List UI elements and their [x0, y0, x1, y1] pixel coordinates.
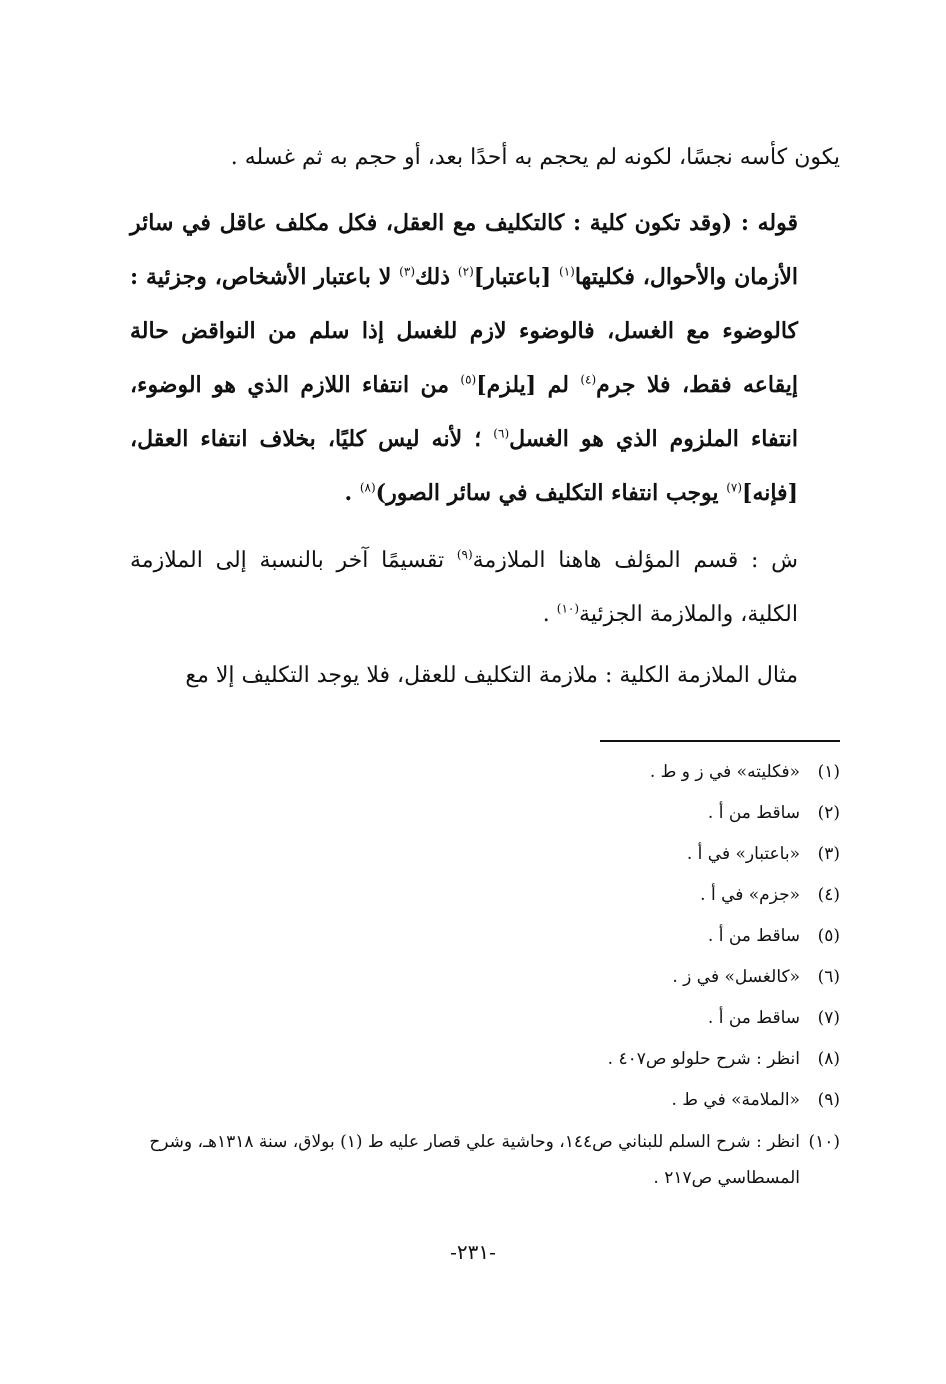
footnote-marker: (٣)	[399, 264, 415, 279]
footnote-item	[130, 998, 840, 1039]
footnote-number: (٩)	[817, 1090, 840, 1110]
footnote-text: ساقط من أ .	[707, 926, 800, 946]
quote-part: [باعتبار]	[473, 264, 559, 290]
paragraph-example: مثال الملازمة الكلية : ملازمة التكليف للعقل، فلا يوجد التكليف إلا مع	[185, 663, 798, 688]
footnote-item	[130, 1039, 840, 1080]
footnote-number: (٥)	[817, 926, 840, 946]
footnote-item	[130, 793, 840, 834]
footnote-text: «جزم» في أ .	[700, 885, 800, 905]
quote-part: يوجب انتفاء التكليف في سائر الصور)	[375, 480, 727, 506]
quote-part: من انتفاء اللازم الذي هو الوضوء، انتفاء الملزوم الذي هو الغسل	[130, 372, 798, 452]
footnote-item	[130, 834, 840, 875]
page-number: -٢٣١-	[450, 1240, 496, 1264]
footnote-text: «كالغسل» في ز .	[672, 967, 800, 987]
footnote-number: (١)	[817, 762, 840, 782]
footnote-text: ساقط من أ .	[707, 803, 800, 823]
footnote-marker: (٢)	[457, 264, 474, 279]
footnote-item	[130, 752, 840, 793]
footnote-item	[130, 916, 840, 957]
commentary-part: .	[542, 602, 557, 627]
footnote-marker: (١)	[559, 264, 575, 279]
footnote-text: انظر : شرح السلم للبناني ص١٤٤، وحاشية علي قصار عليه ط (١) بولاق، سنة ١٣١٨هـ، وشرح المسطاسي ص٢١٧ .	[149, 1132, 800, 1188]
quote-part: لا باعتبار الأشخاص، وجزئية : كالوضوء مع الغسل، فالوضوء لازم للغسل إذا سلم من النواقض حالة إيقاعه فقط، فلا جرم	[130, 264, 798, 398]
quote-part: لم [يلزم]	[476, 372, 581, 398]
footnote-number: (٦)	[817, 967, 840, 987]
main-text	[130, 138, 840, 700]
footnotes	[130, 752, 840, 1196]
footnote-marker: (١٠)	[556, 601, 580, 616]
footnote-number: (٤)	[817, 885, 840, 905]
footnote-separator	[600, 740, 840, 742]
footnote-marker: (٤)	[580, 372, 597, 387]
footnote-number: (٣)	[817, 844, 840, 864]
footnote-marker: (٥)	[460, 372, 477, 387]
footnote-text: «فكليته» في ز و ط .	[649, 762, 800, 782]
footnote-marker: (٨)	[359, 480, 376, 495]
footnote-item	[130, 875, 840, 916]
commentary-part: ش : قسم المؤلف هاهنا الملازمة	[472, 548, 798, 573]
footnote-text: انظر : شرح حلولو ص٤٠٧ .	[607, 1049, 800, 1069]
quote-part: ذلك	[415, 264, 458, 290]
footnote-text: «الملامة» في ط .	[671, 1090, 800, 1110]
footnote-text: ساقط من أ .	[707, 1008, 800, 1028]
paragraph-intro: يكون كأسه نجسًا، لكونه لم يحجم به أحدًا بعد، أو حجم به ثم غسله .	[230, 145, 840, 170]
quote-part: قوله : (وقد تكون كلية : كالتكليف مع العقل، فكل مكلف عاقل في سائر الأزمان والأحوال، فكليتها	[130, 210, 799, 290]
footnote-marker: (٧)	[726, 480, 743, 495]
paragraph-commentary	[130, 534, 840, 642]
footnote-item	[130, 1080, 840, 1121]
footnote-number: (١٠)	[808, 1132, 840, 1152]
footnote-number: (٢)	[817, 803, 840, 823]
footnote-item	[130, 1124, 840, 1196]
quote-part: .	[344, 480, 360, 506]
footnote-marker: (٦)	[493, 426, 510, 441]
footnote-number: (٨)	[817, 1049, 840, 1069]
footnote-text: «باعتبار» في أ .	[686, 844, 800, 864]
quote-part: ؛ لأنه ليس كليًا، بخلاف انتفاء العقل، [فإنه]	[130, 426, 798, 506]
quoted-text	[130, 196, 840, 520]
footnote-item	[130, 957, 840, 998]
commentary-part: تقسيمًا آخر بالنسبة إلى الملازمة الكلية، والملازمة الجزئية	[130, 548, 798, 627]
footnote-marker: (٩)	[456, 547, 473, 562]
footnote-number: (٧)	[817, 1008, 840, 1028]
